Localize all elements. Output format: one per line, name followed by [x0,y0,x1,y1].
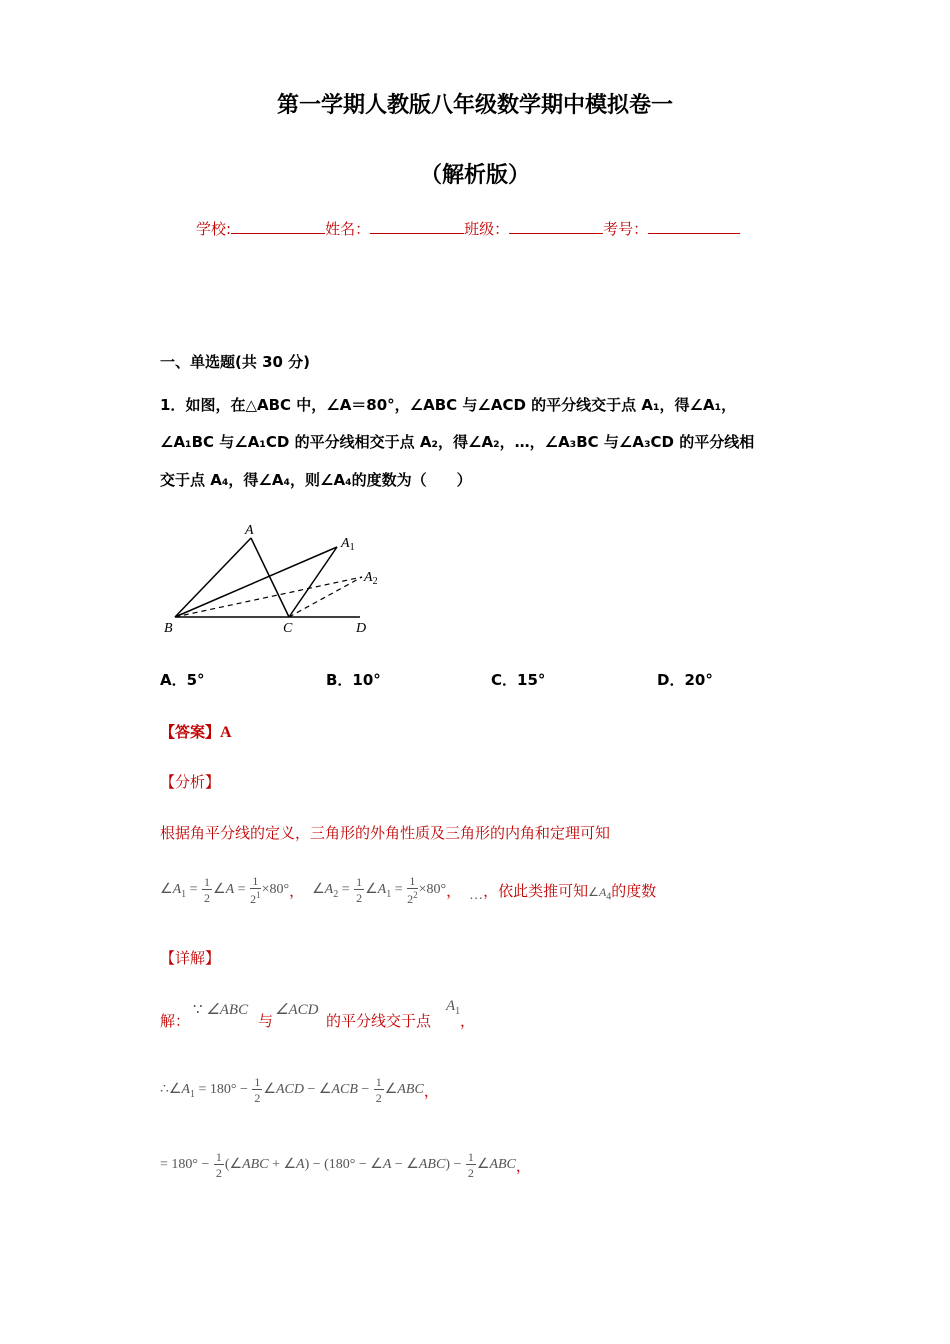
page-subtitle: （解析版） [419,163,530,188]
formula-ellipsis: … [469,888,484,903]
formula-a1: $\angle A_1$ = $\frac{1}{2}$ ∠A = $\frac{1}{2^1}$ ×80° [160,874,290,906]
question-text-1: 如图，在△ABC 中，∠A＝80°，∠ABC 与∠ACD 的平分线交于点 A₁，得∠A₁， [185,396,737,414]
class-blank[interactable] [509,219,603,234]
label-a: A [245,523,254,538]
dashed-ca2 [289,577,362,617]
segment-ac [251,538,289,617]
step-2-comma: ， [515,1156,531,1175]
because-abc [193,1000,248,1019]
bisector-text: 的平分线交于点 [326,1012,432,1030]
solution-prefix: 解： [160,1012,191,1030]
angle-acd: ∠ACD [275,1002,319,1018]
step-1-expression: $\therefore\angle A_1 = 180^\circ$ − $\frac{1}{2}$ ∠ACD − ∠ACB − $\frac{1}{2}$ ∠ABC [160,1075,424,1105]
label-c: C [283,621,293,636]
step-1-comma: ， [423,1081,439,1100]
page-title: 第一学期人教版八年级数学期中模拟卷一 [276,93,673,118]
answer-line [160,721,232,742]
label-b: B [164,621,173,636]
angle-abc: ∠ABC [206,1002,249,1018]
section-title: 一、单选题(共 30 分) [160,353,311,371]
point-a1: $A_1$ [446,998,461,1017]
option-d[interactable]: D．20° [657,671,713,689]
answer-label: 【答案】 [160,723,221,741]
question-line-3: 交于点 A₄，得∠A₄，则∠A₄的度数为（ ） [160,471,472,489]
because-symbol: ∵ [193,1002,203,1018]
question-number: 1． [160,396,186,414]
info-fields [196,218,740,239]
formula-a4: $\angle A_4$ [588,885,612,903]
name-blank[interactable] [370,219,464,234]
question-line-1 [160,394,736,415]
analysis-formula [160,870,656,910]
label-a2: $A_2$ [364,570,378,587]
name-label: 姓名： [325,220,371,238]
analysis-label: 【分析】 [160,773,221,791]
label-d: D [356,621,367,636]
option-a[interactable]: A．5° [160,671,205,689]
option-b[interactable]: B．10° [326,671,381,689]
school-blank[interactable] [231,219,325,234]
school-label: 学校: [196,220,232,238]
and-text: 与 [258,1012,274,1030]
class-label: 班级： [464,220,510,238]
question-line-2: ∠A₁BC 与∠A₁CD 的平分线相交于点 A₂，得∠A₂，…，∠A₃BC 与∠A₃CD 的平分线相 [160,433,755,451]
segment-ba [175,538,251,617]
step-formula-2 [160,1145,531,1185]
option-c[interactable]: C．15° [491,671,546,689]
analysis-text-2: ，依此类推可知 [483,881,589,900]
label-a1: $A_1$ [341,536,355,553]
answer-value: A [220,724,232,741]
formula-comma-2: ， [446,881,462,900]
dashed-ba2 [175,577,362,617]
formula-a2: $\angle A_2$ = $\frac{1}{2}$ $\angle A_1$ = $\frac{1}{2^2}$ ×80° [312,874,447,906]
detail-label: 【详解】 [160,949,221,967]
formula-comma-1: ， [289,881,305,900]
exam-number-label: 考号： [603,220,649,238]
geometry-figure [155,515,395,640]
detail-comma-1: ， [460,1012,476,1030]
step-formula-1 [160,1070,439,1110]
analysis-text: 根据角平分线的定义，三角形的外角性质及三角形的内角和定理可知 [160,824,611,842]
step-2-expression: = 180° − $\frac{1}{2}$ (∠ABC + ∠A) − (180° − ∠A − ∠ABC) − $\frac{1}{2}$ ∠ABC [160,1150,516,1180]
exam-number-blank[interactable] [648,219,740,234]
analysis-text-3: 的度数 [611,881,657,900]
